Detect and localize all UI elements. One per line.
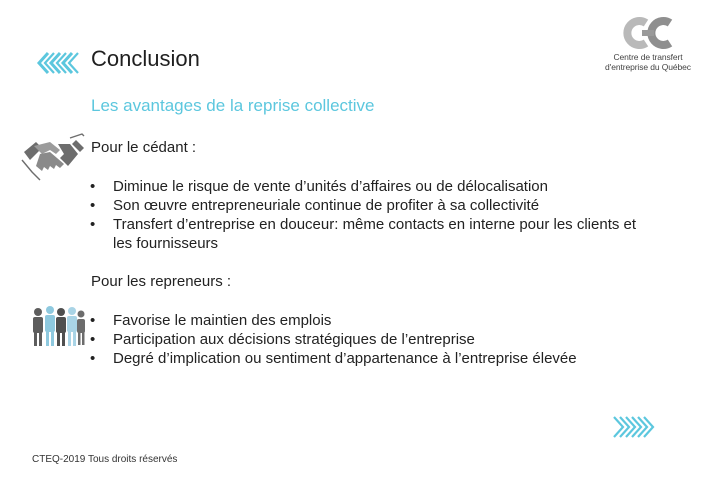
- list-item: • Transfert d’entreprise en douceur: même contacts en interne pour les clients et les fournisseurs: [90, 216, 637, 252]
- logo-text-line2: d'entreprise du Québec: [605, 62, 691, 72]
- bullet-icon: •: [90, 178, 96, 195]
- bullet-icon: •: [90, 350, 96, 367]
- repreneurs-benefits-list: [90, 311, 650, 368]
- bullet-icon: •: [90, 216, 96, 233]
- chevrons-left-icon: [36, 50, 80, 76]
- bullet-icon: •: [90, 197, 96, 214]
- list-item: • Diminue le risque de vente d’unités d’affaires ou de délocalisation: [90, 178, 548, 195]
- list-item: • Degré d’implication ou sentiment d’appartenance à l’entreprise élevée: [90, 350, 577, 367]
- cteq-logo: [602, 16, 694, 78]
- cedant-benefits-list: [90, 177, 650, 253]
- list-item: • Participation aux décisions stratégiques de l’entreprise: [90, 331, 475, 348]
- footer-copyright: CTEQ-2019 Tous droits réservés: [32, 454, 178, 465]
- section-repreneurs-heading: Pour les repreneurs :: [91, 273, 232, 290]
- handshake-icon: [20, 132, 86, 186]
- bullet-icon: •: [90, 331, 96, 348]
- section-cedant-heading: Pour le cédant :: [91, 139, 197, 156]
- list-item: • Son œuvre entrepreneuriale continue de profiter à sa collectivité: [90, 197, 540, 214]
- chevrons-right-icon: [612, 414, 656, 440]
- page-title: Conclusion: [91, 46, 200, 71]
- list-item: • Favorise le maintien des emplois: [90, 312, 332, 329]
- logo-text-line1: Centre de transfert: [613, 52, 683, 62]
- group-people-icon: [28, 303, 86, 349]
- bullet-icon: •: [90, 312, 96, 329]
- subtitle: Les avantages de la reprise collective: [91, 96, 375, 115]
- cteq-logo-mark: [620, 16, 676, 50]
